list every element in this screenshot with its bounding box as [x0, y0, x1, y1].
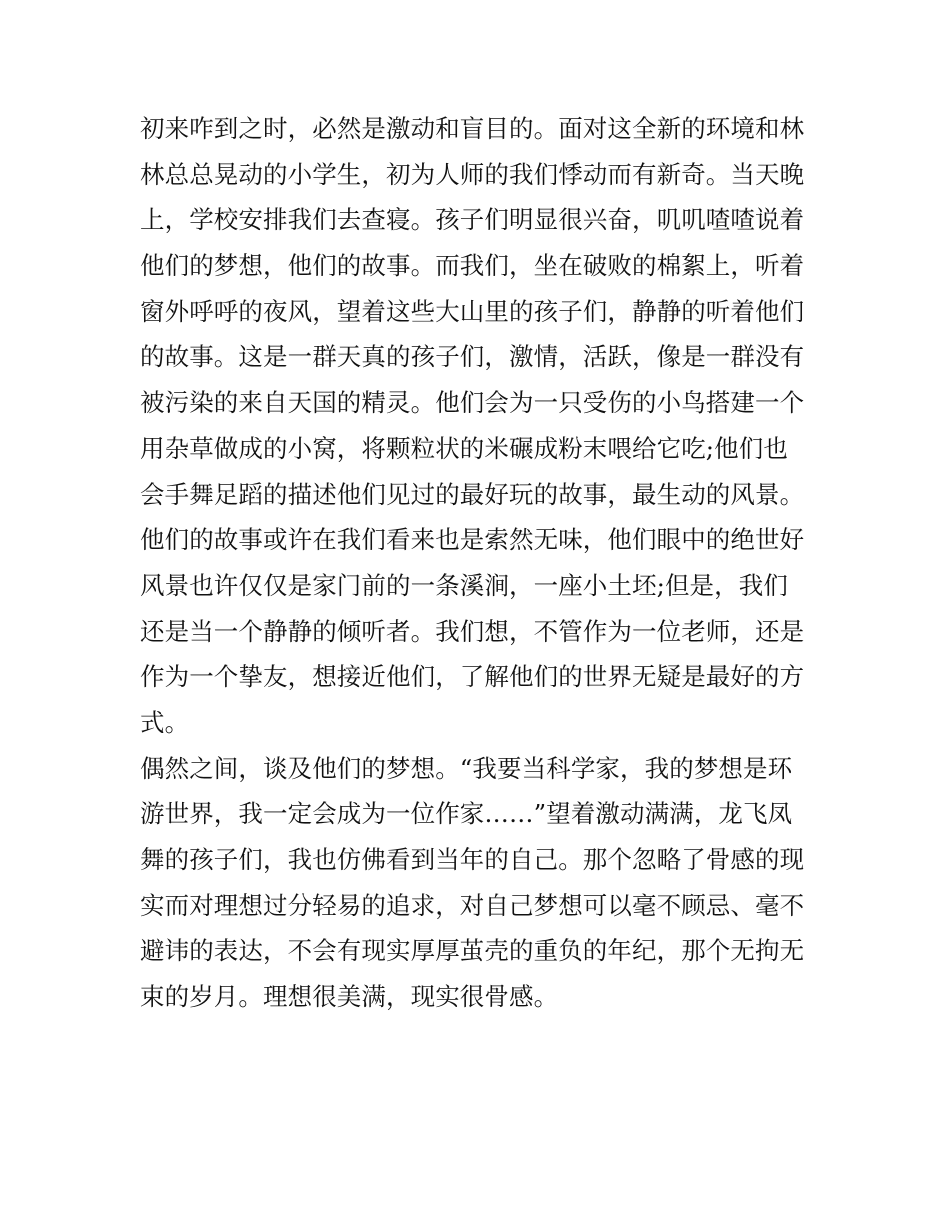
text-line: 窗外呼呼的夜风，望着这些大山里的孩子们，静静的听着他们 — [140, 296, 805, 326]
paragraph-1 — [140, 106, 820, 746]
text-line: 舞的孩子们，我也仿佛看到当年的自己。那个忽略了骨感的现 — [140, 845, 805, 874]
text-line: 被污染的来自天国的精灵。他们会为一只受伤的小鸟搭建一个 — [140, 388, 805, 418]
paragraph-2 — [140, 746, 820, 1020]
text-line: 他们的梦想，他们的故事。而我们，坐在破败的棉絮上，听着 — [140, 251, 805, 281]
text-line: 会手舞足蹈的描述他们见过的最好玩的故事，最生动的风景。 — [140, 479, 805, 509]
text-line: 林总总晃动的小学生，初为人师的我们悸动而有新奇。当天晚 — [140, 159, 805, 189]
text-line: 初来咋到之时，必然是激动和盲目的。面对这全新的环境和林 — [140, 114, 805, 143]
text-line: 偶然之间，谈及他们的梦想。“我要当科学家，我的梦想是环 — [140, 753, 793, 783]
text-line: 风景也许仅仅是家门前的一条溪涧，一座小土坯;但是，我们 — [140, 570, 788, 600]
text-line: 作为一个挚友，想接近他们，了解他们的世界无疑是最好的方 — [140, 662, 805, 692]
text-line: 实而对理想过分轻易的追求，对自己梦想可以毫不顾忌、毫不 — [140, 890, 805, 920]
text-line: 避讳的表达，不会有现实厚厚茧壳的重负的年纪，那个无拘无 — [140, 936, 805, 966]
document-body — [140, 106, 820, 1020]
text-line: 的故事。这是一群天真的孩子们，激情，活跃，像是一群没有 — [140, 342, 805, 372]
text-line: 式。 — [140, 707, 190, 737]
text-line: 游世界，我一定会成为一位作家……”望着激动满满，龙飞凤 — [140, 799, 793, 829]
text-line: 上，学校安排我们去查寝。孩子们明显很兴奋，叽叽喳喳说着 — [140, 205, 805, 235]
text-line: 束的岁月。理想很美满，现实很骨感。 — [140, 982, 559, 1012]
text-line: 用杂草做成的小窝，将颗粒状的米碾成粉末喂给它吃;他们也 — [140, 433, 788, 463]
text-line: 还是当一个静静的倾听者。我们想，不管作为一位老师，还是 — [140, 616, 805, 646]
text-line: 他们的故事或许在我们看来也是索然无味，他们眼中的绝世好 — [140, 525, 805, 555]
